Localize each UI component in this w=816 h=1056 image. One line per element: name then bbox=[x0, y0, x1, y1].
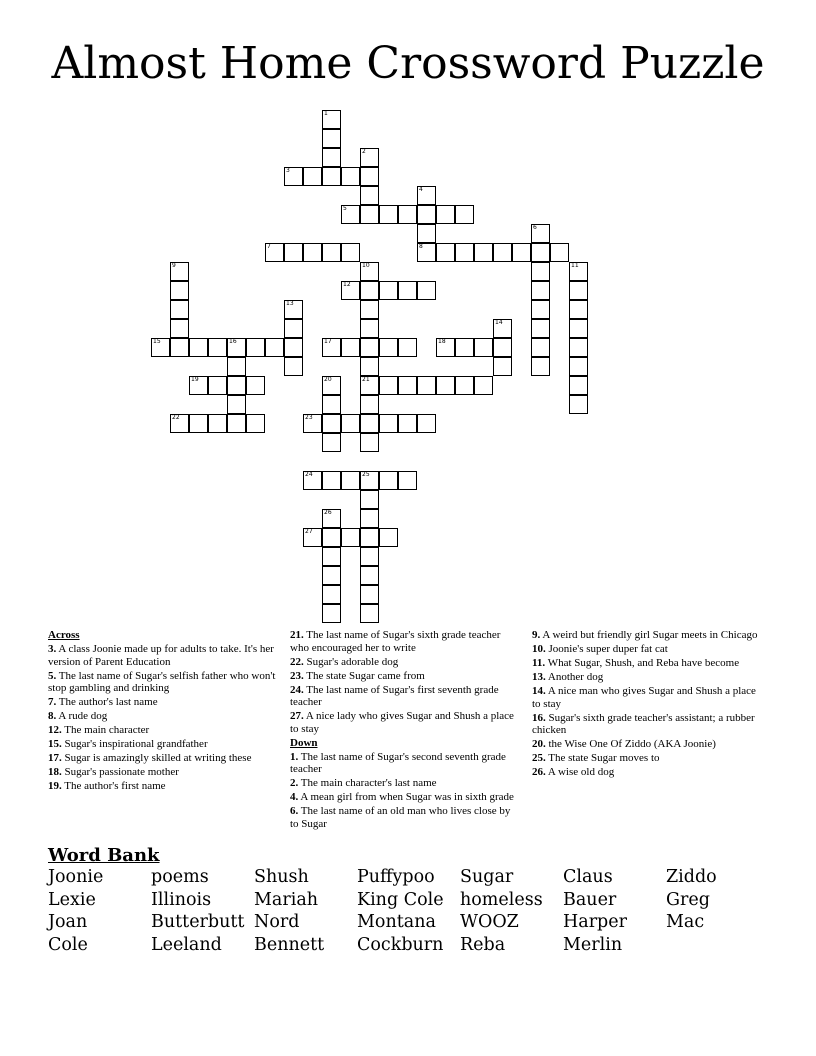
grid-cell[interactable] bbox=[227, 376, 246, 395]
grid-cell[interactable] bbox=[417, 186, 436, 205]
clue-item-text: What Sugar, Shush, and Reba have become bbox=[545, 657, 740, 669]
grid-cell[interactable] bbox=[322, 547, 341, 566]
word-bank-item: Greg bbox=[666, 889, 710, 910]
grid-cell[interactable] bbox=[322, 509, 341, 528]
clue-number: 13 bbox=[286, 300, 294, 307]
clue-number: 11 bbox=[571, 262, 579, 269]
clue-item-text: A mean girl from when Sugar was in sixth grade bbox=[298, 791, 514, 803]
word-bank-item: Shush bbox=[254, 867, 309, 887]
grid-cell[interactable] bbox=[189, 414, 208, 433]
clue-item-number: 20. bbox=[532, 738, 546, 750]
clue-number: 6 bbox=[533, 224, 537, 231]
across-clues-list-continued bbox=[290, 629, 520, 735]
down-heading: Down bbox=[290, 736, 318, 749]
word-bank-item: Montana bbox=[357, 912, 436, 933]
clue-item-number: 21. bbox=[290, 629, 304, 641]
grid-cell[interactable] bbox=[227, 338, 246, 357]
clue-item bbox=[290, 710, 520, 735]
grid-cell[interactable] bbox=[170, 281, 189, 300]
grid-cell[interactable] bbox=[493, 243, 512, 262]
grid-cell[interactable] bbox=[360, 585, 379, 604]
grid-cell[interactable] bbox=[322, 471, 341, 490]
clue-item-number: 14. bbox=[532, 685, 546, 697]
word-bank-item: Cockburn bbox=[357, 934, 444, 955]
clue-number: 18 bbox=[438, 338, 446, 345]
clue-number: 3 bbox=[286, 167, 290, 174]
word-bank-item: Mac bbox=[666, 912, 705, 933]
grid-cell[interactable] bbox=[170, 300, 189, 319]
clue-number: 5 bbox=[343, 205, 347, 212]
clue-item-number: 6. bbox=[290, 805, 299, 817]
clue-item-text: The state Sugar came from bbox=[303, 669, 425, 682]
grid-cell[interactable] bbox=[246, 338, 265, 357]
grid-cell[interactable] bbox=[455, 205, 474, 224]
grid-cell[interactable] bbox=[189, 338, 208, 357]
clue-item-text: Sugar's adorable dog bbox=[303, 655, 399, 668]
grid-cell[interactable] bbox=[322, 110, 341, 129]
grid-cell[interactable] bbox=[360, 205, 379, 224]
clue-number: 17 bbox=[324, 338, 332, 345]
grid-cell[interactable] bbox=[360, 414, 379, 433]
clue-number: 10 bbox=[362, 262, 370, 269]
grid-cell[interactable] bbox=[341, 528, 360, 547]
clue-number: 8 bbox=[419, 243, 423, 250]
grid-cell[interactable] bbox=[303, 243, 322, 262]
grid-cell[interactable] bbox=[379, 281, 398, 300]
clue-item-number: 13. bbox=[532, 671, 546, 683]
clue-item bbox=[48, 738, 276, 751]
clue-number: 27 bbox=[305, 528, 313, 535]
grid-cell[interactable] bbox=[246, 414, 265, 433]
clue-item bbox=[532, 752, 764, 765]
grid-cell[interactable] bbox=[360, 547, 379, 566]
grid-cell[interactable] bbox=[531, 319, 550, 338]
word-bank-item: King Cole bbox=[357, 889, 444, 910]
grid-cell[interactable] bbox=[455, 243, 474, 262]
grid-cell[interactable] bbox=[398, 205, 417, 224]
grid-cell[interactable] bbox=[531, 338, 550, 357]
clue-number: 1 bbox=[324, 110, 328, 117]
grid-cell[interactable] bbox=[341, 205, 360, 224]
clue-item-text: Sugar is amazingly skilled at writing these bbox=[61, 752, 252, 764]
grid-cell[interactable] bbox=[227, 357, 246, 376]
clue-item bbox=[532, 671, 764, 684]
grid-cell[interactable] bbox=[379, 205, 398, 224]
grid-cell[interactable] bbox=[265, 338, 284, 357]
grid-cell[interactable] bbox=[208, 414, 227, 433]
word-bank-item: poems bbox=[151, 867, 209, 887]
clue-number: 25 bbox=[362, 471, 370, 478]
clue-item-text: the Wise One Of Ziddo (AKA Joonie) bbox=[545, 738, 716, 750]
word-bank-item: Puffypoo bbox=[357, 867, 435, 887]
clue-number: 15 bbox=[153, 338, 161, 345]
grid-cell[interactable] bbox=[379, 414, 398, 433]
word-bank-item: Nord bbox=[254, 912, 300, 933]
grid-cell[interactable] bbox=[398, 471, 417, 490]
grid-cell[interactable] bbox=[303, 414, 322, 433]
grid-cell[interactable] bbox=[322, 414, 341, 433]
clue-item-number: 3. bbox=[48, 643, 57, 655]
grid-cell[interactable] bbox=[170, 414, 189, 433]
grid-cell[interactable] bbox=[569, 395, 588, 414]
clue-item bbox=[48, 724, 276, 737]
grid-cell[interactable] bbox=[246, 376, 265, 395]
clue-item-text: A nice lady who gives Sugar and Shush a place to stay bbox=[290, 710, 514, 735]
grid-cell[interactable] bbox=[569, 357, 588, 376]
grid-cell[interactable] bbox=[170, 338, 189, 357]
grid-cell[interactable] bbox=[398, 414, 417, 433]
clue-item bbox=[532, 738, 764, 751]
clue-item-text: The main character's last name bbox=[298, 777, 437, 789]
clue-item bbox=[48, 710, 276, 723]
grid-cell[interactable] bbox=[360, 338, 379, 357]
clue-item-number: 9. bbox=[532, 629, 541, 641]
clue-item-text: The author's last name bbox=[56, 696, 158, 708]
clue-item-text: Sugar's inspirational grandfather bbox=[61, 738, 208, 750]
grid-cell[interactable] bbox=[322, 148, 341, 167]
clue-number: 22 bbox=[172, 414, 180, 421]
clue-item bbox=[290, 670, 520, 683]
clues-column-2 bbox=[290, 629, 520, 832]
clue-number: 12 bbox=[343, 281, 351, 288]
grid-cell[interactable] bbox=[360, 262, 379, 281]
grid-cell[interactable] bbox=[569, 281, 588, 300]
grid-cell[interactable] bbox=[227, 395, 246, 414]
clue-item bbox=[290, 656, 520, 669]
clue-item-number: 18. bbox=[48, 766, 62, 778]
clue-number: 2 bbox=[362, 148, 366, 155]
clue-item-text: Sugar's sixth grade teacher's assistant; a rubber chicken bbox=[532, 711, 755, 736]
grid-cell[interactable] bbox=[417, 376, 436, 395]
grid-cell[interactable] bbox=[398, 376, 417, 395]
grid-cell[interactable] bbox=[360, 357, 379, 376]
grid-cell[interactable] bbox=[417, 205, 436, 224]
word-bank-item: Reba bbox=[460, 934, 506, 955]
clue-item bbox=[290, 791, 520, 804]
grid-cell[interactable] bbox=[322, 338, 341, 357]
grid-cell[interactable] bbox=[398, 281, 417, 300]
grid-cell[interactable] bbox=[360, 604, 379, 623]
word-bank-item: Ziddo bbox=[666, 867, 717, 887]
grid-cell[interactable] bbox=[569, 376, 588, 395]
clue-item bbox=[532, 629, 764, 642]
clue-item-number: 22. bbox=[290, 655, 304, 668]
clue-number: 26 bbox=[324, 509, 332, 516]
grid-cell[interactable] bbox=[417, 281, 436, 300]
grid-cell[interactable] bbox=[360, 566, 379, 585]
word-bank-item: Illinois bbox=[151, 889, 212, 910]
word-bank-item: Sugar bbox=[460, 867, 514, 887]
clues-column-1 bbox=[48, 629, 276, 794]
word-bank-title: Word Bank bbox=[48, 845, 160, 866]
grid-cell[interactable] bbox=[284, 300, 303, 319]
word-bank-item: Bauer bbox=[563, 889, 617, 910]
clue-item bbox=[48, 752, 276, 765]
word-bank-item: Joonie bbox=[48, 867, 104, 887]
clue-item-number: 2. bbox=[290, 777, 299, 789]
clue-item-number: 15. bbox=[48, 738, 62, 750]
clue-item-number: 7. bbox=[48, 696, 57, 708]
grid-cell[interactable] bbox=[436, 376, 455, 395]
grid-cell[interactable] bbox=[531, 357, 550, 376]
clue-item-text: A wise old dog bbox=[545, 766, 615, 778]
clue-item-number: 23. bbox=[290, 669, 304, 682]
grid-cell[interactable] bbox=[322, 604, 341, 623]
clue-number: 16 bbox=[229, 338, 237, 345]
clue-item-number: 11. bbox=[532, 657, 546, 669]
clue-item-number: 4. bbox=[290, 791, 299, 803]
clue-item-number: 16. bbox=[532, 711, 546, 724]
clue-item-number: 8. bbox=[48, 710, 57, 722]
clue-item-number: 19. bbox=[48, 780, 62, 792]
word-bank-item: Lexie bbox=[48, 889, 96, 910]
grid-cell[interactable] bbox=[284, 167, 303, 186]
clue-item-text: Joonie's super duper fat cat bbox=[545, 643, 668, 655]
grid-cell[interactable] bbox=[322, 376, 341, 395]
grid-cell[interactable] bbox=[360, 433, 379, 452]
word-bank-item: Butterbutt bbox=[151, 912, 245, 933]
clue-number: 21 bbox=[362, 376, 370, 383]
grid-cell[interactable] bbox=[322, 243, 341, 262]
grid-cell[interactable] bbox=[341, 471, 360, 490]
grid-cell[interactable] bbox=[436, 243, 455, 262]
word-bank-item: homeless bbox=[460, 889, 543, 910]
clue-item-number: 1. bbox=[290, 750, 299, 763]
clues-column-3 bbox=[532, 629, 764, 780]
grid-cell[interactable] bbox=[284, 243, 303, 262]
grid-cell[interactable] bbox=[360, 300, 379, 319]
grid-cell[interactable] bbox=[531, 281, 550, 300]
clue-item-number: 10. bbox=[532, 643, 546, 655]
word-bank-item: Merlin bbox=[563, 934, 623, 955]
word-bank-item: Bennett bbox=[254, 934, 325, 955]
grid-cell[interactable] bbox=[531, 262, 550, 281]
clue-item-number: 27. bbox=[290, 710, 304, 722]
grid-cell[interactable] bbox=[360, 509, 379, 528]
clue-item bbox=[290, 751, 520, 776]
clue-item bbox=[532, 766, 764, 779]
clue-item-text: The author's first name bbox=[61, 780, 166, 792]
grid-cell[interactable] bbox=[284, 338, 303, 357]
clue-item bbox=[532, 657, 764, 670]
clue-item bbox=[48, 696, 276, 709]
clue-item bbox=[532, 643, 764, 656]
clue-item-number: 12. bbox=[48, 724, 62, 736]
grid-cell[interactable] bbox=[417, 414, 436, 433]
grid-cell[interactable] bbox=[360, 281, 379, 300]
grid-cell[interactable] bbox=[208, 338, 227, 357]
clue-item-text: The last name of an old man who lives close by to Sugar bbox=[290, 805, 511, 830]
grid-cell[interactable] bbox=[151, 338, 170, 357]
clue-number: 23 bbox=[305, 414, 313, 421]
grid-cell[interactable] bbox=[341, 281, 360, 300]
clue-item-number: 5. bbox=[48, 669, 57, 682]
grid-cell[interactable] bbox=[322, 528, 341, 547]
grid-cell[interactable] bbox=[493, 319, 512, 338]
grid-cell[interactable] bbox=[417, 224, 436, 243]
clue-item-text: The state Sugar moves to bbox=[545, 752, 660, 764]
grid-cell[interactable] bbox=[360, 395, 379, 414]
grid-cell[interactable] bbox=[341, 167, 360, 186]
clue-item-number: 25. bbox=[532, 752, 546, 764]
grid-cell[interactable] bbox=[455, 338, 474, 357]
grid-cell[interactable] bbox=[303, 471, 322, 490]
clue-number: 4 bbox=[419, 186, 423, 193]
clue-item bbox=[532, 685, 764, 710]
word-bank bbox=[48, 867, 768, 957]
grid-cell[interactable] bbox=[322, 433, 341, 452]
word-bank-item: WOOZ bbox=[460, 912, 519, 933]
clue-item bbox=[48, 780, 276, 793]
grid-cell[interactable] bbox=[379, 338, 398, 357]
clue-number: 7 bbox=[267, 243, 271, 250]
grid-cell[interactable] bbox=[379, 528, 398, 547]
grid-cell[interactable] bbox=[360, 319, 379, 338]
grid-cell[interactable] bbox=[360, 490, 379, 509]
grid-cell[interactable] bbox=[189, 376, 208, 395]
word-bank-item: Claus bbox=[563, 867, 613, 887]
grid-cell[interactable] bbox=[322, 167, 341, 186]
grid-cell[interactable] bbox=[379, 376, 398, 395]
clue-item-text: Another dog bbox=[545, 671, 604, 683]
grid-cell[interactable] bbox=[417, 243, 436, 262]
grid-cell[interactable] bbox=[531, 224, 550, 243]
clue-number: 20 bbox=[324, 376, 332, 383]
grid-cell[interactable] bbox=[550, 243, 569, 262]
grid-cell[interactable] bbox=[170, 319, 189, 338]
clue-item-text: The last name of Sugar's selfish father who won't stop gambling and drinking bbox=[48, 669, 276, 694]
clue-item-text: A weird but friendly girl Sugar meets in Chicago bbox=[540, 629, 758, 641]
clue-item bbox=[290, 777, 520, 790]
clue-item bbox=[290, 629, 520, 654]
word-bank-item: Mariah bbox=[254, 889, 319, 910]
grid-cell[interactable] bbox=[436, 338, 455, 357]
word-bank-item: Harper bbox=[563, 912, 627, 933]
grid-cell[interactable] bbox=[531, 243, 550, 262]
grid-cell[interactable] bbox=[474, 376, 493, 395]
word-bank-item: Cole bbox=[48, 934, 88, 955]
grid-cell[interactable] bbox=[227, 414, 246, 433]
grid-cell[interactable] bbox=[455, 376, 474, 395]
clue-item bbox=[290, 684, 520, 709]
grid-cell[interactable] bbox=[208, 376, 227, 395]
clue-item-text: Sugar's passionate mother bbox=[61, 766, 179, 778]
clue-number: 19 bbox=[191, 376, 199, 383]
grid-cell[interactable] bbox=[379, 471, 398, 490]
down-clues-list-continued bbox=[532, 629, 764, 779]
grid-cell[interactable] bbox=[303, 167, 322, 186]
grid-cell[interactable] bbox=[569, 300, 588, 319]
grid-cell[interactable] bbox=[360, 167, 379, 186]
clue-item bbox=[48, 766, 276, 779]
grid-cell[interactable] bbox=[493, 338, 512, 357]
grid-cell[interactable] bbox=[284, 319, 303, 338]
grid-cell[interactable] bbox=[322, 585, 341, 604]
clue-item-text: The last name of Sugar's sixth grade teacher who encouraged her to write bbox=[290, 629, 501, 654]
grid-cell[interactable] bbox=[170, 262, 189, 281]
grid-cell[interactable] bbox=[436, 205, 455, 224]
grid-cell[interactable] bbox=[341, 338, 360, 357]
grid-cell[interactable] bbox=[493, 357, 512, 376]
across-clues-list bbox=[48, 643, 276, 793]
word-bank-item: Joan bbox=[48, 912, 88, 933]
grid-cell[interactable] bbox=[360, 471, 379, 490]
down-clues-list bbox=[290, 751, 520, 831]
grid-cell[interactable] bbox=[322, 395, 341, 414]
grid-cell[interactable] bbox=[512, 243, 531, 262]
clue-item-text: A nice man who gives Sugar and Shush a place to stay bbox=[532, 685, 756, 710]
clue-item-text: A class Joonie made up for adults to take. It's her version of Parent Education bbox=[48, 643, 274, 668]
grid-cell[interactable] bbox=[303, 528, 322, 547]
grid-cell[interactable] bbox=[322, 129, 341, 148]
grid-cell[interactable] bbox=[360, 186, 379, 205]
clue-item bbox=[48, 670, 276, 695]
clue-item-number: 26. bbox=[532, 766, 546, 778]
clue-item-text: A rude dog bbox=[56, 710, 108, 722]
grid-cell[interactable] bbox=[322, 566, 341, 585]
puzzle-title: Almost Home Crossword Puzzle bbox=[51, 38, 765, 89]
across-heading: Across bbox=[48, 629, 80, 641]
grid-cell[interactable] bbox=[531, 300, 550, 319]
grid-cell[interactable] bbox=[341, 414, 360, 433]
grid-cell[interactable] bbox=[569, 319, 588, 338]
grid-cell[interactable] bbox=[360, 148, 379, 167]
grid-cell[interactable] bbox=[474, 243, 493, 262]
grid-cell[interactable] bbox=[284, 357, 303, 376]
clue-number: 24 bbox=[305, 471, 313, 478]
grid-cell[interactable] bbox=[569, 338, 588, 357]
clue-item bbox=[532, 712, 764, 737]
clue-item-number: 24. bbox=[290, 683, 304, 696]
grid-cell[interactable] bbox=[265, 243, 284, 262]
grid-cell[interactable] bbox=[341, 243, 360, 262]
grid-cell[interactable] bbox=[398, 338, 417, 357]
clue-number: 9 bbox=[172, 262, 176, 269]
word-bank-item: Leeland bbox=[151, 934, 222, 955]
grid-cell[interactable] bbox=[360, 376, 379, 395]
clue-item-text: The main character bbox=[61, 724, 150, 736]
clue-item-number: 17. bbox=[48, 752, 62, 764]
clue-item-text: The last name of Sugar's first seventh grade teacher bbox=[290, 683, 499, 708]
grid-cell[interactable] bbox=[474, 338, 493, 357]
clue-number: 14 bbox=[495, 319, 503, 326]
grid-cell[interactable] bbox=[569, 262, 588, 281]
clue-item-text: The last name of Sugar's second seventh grade teacher bbox=[290, 750, 506, 775]
grid-cell[interactable] bbox=[360, 528, 379, 547]
clue-item bbox=[290, 805, 520, 830]
clue-item bbox=[48, 643, 276, 668]
